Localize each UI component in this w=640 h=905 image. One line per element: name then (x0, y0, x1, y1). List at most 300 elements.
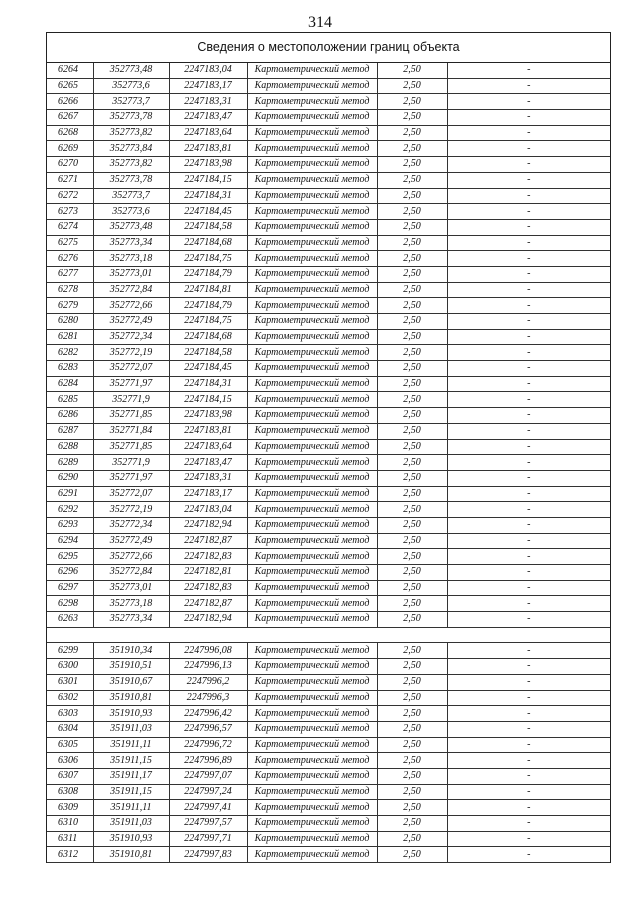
x-coordinate-cell: 352772,07 (93, 361, 169, 377)
x-coordinate-cell: 352773,84 (93, 141, 169, 157)
point-number-cell: 6290 (47, 470, 93, 486)
accuracy-cell: 2,50 (377, 690, 447, 706)
accuracy-cell: 2,50 (377, 251, 447, 267)
table-row (47, 78, 610, 94)
x-coordinate-cell: 351910,81 (93, 690, 169, 706)
point-number-cell: 6263 (47, 612, 93, 628)
method-cell: Картометрический метод (247, 659, 377, 675)
point-number-cell: 6279 (47, 298, 93, 314)
point-number-cell: 6286 (47, 408, 93, 424)
accuracy-cell: 2,50 (377, 141, 447, 157)
description-cell: - (447, 392, 610, 408)
point-number-cell: 6296 (47, 565, 93, 581)
y-coordinate-cell: 2247183,17 (169, 486, 247, 502)
x-coordinate-cell: 352771,85 (93, 439, 169, 455)
description-cell: - (447, 282, 610, 298)
accuracy-cell: 2,50 (377, 549, 447, 565)
x-coordinate-cell: 352773,34 (93, 612, 169, 628)
y-coordinate-cell: 2247184,79 (169, 298, 247, 314)
table-row (47, 110, 610, 126)
point-number-cell: 6288 (47, 439, 93, 455)
accuracy-cell: 2,50 (377, 345, 447, 361)
table-row (47, 847, 610, 863)
table-row (47, 408, 610, 424)
description-cell: - (447, 753, 610, 769)
accuracy-cell: 2,50 (377, 298, 447, 314)
method-cell: Картометрический метод (247, 455, 377, 471)
y-coordinate-cell: 2247184,58 (169, 219, 247, 235)
y-coordinate-cell: 2247997,57 (169, 816, 247, 832)
point-number-cell: 6276 (47, 251, 93, 267)
y-coordinate-cell: 2247184,75 (169, 251, 247, 267)
method-cell: Картометрический метод (247, 533, 377, 549)
point-number-cell: 6312 (47, 847, 93, 863)
accuracy-cell: 2,50 (377, 235, 447, 251)
method-cell: Картометрический метод (247, 204, 377, 220)
table-row (47, 565, 610, 581)
y-coordinate-cell: 2247996,08 (169, 643, 247, 659)
point-number-cell: 6264 (47, 63, 93, 78)
accuracy-cell: 2,50 (377, 847, 447, 863)
accuracy-cell: 2,50 (377, 737, 447, 753)
y-coordinate-cell: 2247184,31 (169, 188, 247, 204)
y-coordinate-cell: 2247182,83 (169, 580, 247, 596)
table-row (47, 235, 610, 251)
table-row (47, 423, 610, 439)
table-row (47, 580, 610, 596)
point-number-cell: 6307 (47, 768, 93, 784)
y-coordinate-cell: 2247184,75 (169, 314, 247, 330)
method-cell: Картометрический метод (247, 439, 377, 455)
point-number-cell: 6302 (47, 690, 93, 706)
x-coordinate-cell: 352772,34 (93, 329, 169, 345)
y-coordinate-cell: 2247183,64 (169, 125, 247, 141)
accuracy-cell: 2,50 (377, 110, 447, 126)
table-row (47, 721, 610, 737)
point-number-cell: 6278 (47, 282, 93, 298)
method-cell: Картометрический метод (247, 408, 377, 424)
point-number-cell: 6280 (47, 314, 93, 330)
method-cell: Картометрический метод (247, 94, 377, 110)
y-coordinate-cell: 2247183,47 (169, 455, 247, 471)
accuracy-cell: 2,50 (377, 125, 447, 141)
y-coordinate-cell: 2247997,24 (169, 784, 247, 800)
table-row (47, 706, 610, 722)
method-cell: Картометрический метод (247, 737, 377, 753)
table-row (47, 125, 610, 141)
x-coordinate-cell: 351911,11 (93, 737, 169, 753)
method-cell: Картометрический метод (247, 423, 377, 439)
x-coordinate-cell: 352773,01 (93, 580, 169, 596)
method-cell: Картометрический метод (247, 847, 377, 863)
method-cell: Картометрический метод (247, 643, 377, 659)
x-coordinate-cell: 352772,84 (93, 565, 169, 581)
method-cell: Картометрический метод (247, 329, 377, 345)
point-number-cell: 6274 (47, 219, 93, 235)
accuracy-cell: 2,50 (377, 502, 447, 518)
accuracy-cell: 2,50 (377, 533, 447, 549)
point-number-cell: 6272 (47, 188, 93, 204)
y-coordinate-cell: 2247184,31 (169, 376, 247, 392)
x-coordinate-cell: 351911,03 (93, 721, 169, 737)
method-cell: Картометрический метод (247, 141, 377, 157)
y-coordinate-cell: 2247184,58 (169, 345, 247, 361)
y-coordinate-cell: 2247183,04 (169, 502, 247, 518)
x-coordinate-cell: 351911,15 (93, 753, 169, 769)
point-number-cell: 6295 (47, 549, 93, 565)
method-cell: Картометрический метод (247, 800, 377, 816)
accuracy-cell: 2,50 (377, 408, 447, 424)
point-number-cell: 6299 (47, 643, 93, 659)
description-cell: - (447, 423, 610, 439)
table-row (47, 470, 610, 486)
description-cell: - (447, 188, 610, 204)
y-coordinate-cell: 2247996,72 (169, 737, 247, 753)
x-coordinate-cell: 351910,81 (93, 847, 169, 863)
accuracy-cell: 2,50 (377, 376, 447, 392)
y-coordinate-cell: 2247183,81 (169, 423, 247, 439)
method-cell: Картометрический метод (247, 565, 377, 581)
description-cell: - (447, 439, 610, 455)
method-cell: Картометрический метод (247, 486, 377, 502)
accuracy-cell: 2,50 (377, 721, 447, 737)
y-coordinate-cell: 2247997,71 (169, 831, 247, 847)
method-cell: Картометрический метод (247, 706, 377, 722)
y-coordinate-cell: 2247184,15 (169, 392, 247, 408)
accuracy-cell: 2,50 (377, 643, 447, 659)
description-cell: - (447, 612, 610, 628)
accuracy-cell: 2,50 (377, 63, 447, 78)
y-coordinate-cell: 2247997,07 (169, 768, 247, 784)
accuracy-cell: 2,50 (377, 831, 447, 847)
table-row (47, 517, 610, 533)
x-coordinate-cell: 352772,84 (93, 282, 169, 298)
description-cell: - (447, 486, 610, 502)
x-coordinate-cell: 352773,82 (93, 125, 169, 141)
point-number-cell: 6285 (47, 392, 93, 408)
description-cell: - (447, 470, 610, 486)
accuracy-cell: 2,50 (377, 596, 447, 612)
method-cell: Картометрический метод (247, 392, 377, 408)
method-cell: Картометрический метод (247, 219, 377, 235)
x-coordinate-cell: 351911,03 (93, 816, 169, 832)
description-cell: - (447, 502, 610, 518)
table-row (47, 612, 610, 628)
table-row (47, 816, 610, 832)
y-coordinate-cell: 2247183,31 (169, 94, 247, 110)
description-cell: - (447, 219, 610, 235)
y-coordinate-cell: 2247996,13 (169, 659, 247, 675)
description-cell: - (447, 690, 610, 706)
x-coordinate-cell: 352773,6 (93, 204, 169, 220)
method-cell: Картометрический метод (247, 612, 377, 628)
accuracy-cell: 2,50 (377, 157, 447, 173)
description-cell: - (447, 141, 610, 157)
accuracy-cell: 2,50 (377, 784, 447, 800)
point-number-cell: 6273 (47, 204, 93, 220)
point-number-cell: 6301 (47, 674, 93, 690)
description-cell: - (447, 329, 610, 345)
x-coordinate-cell: 352772,66 (93, 549, 169, 565)
y-coordinate-cell: 2247183,64 (169, 439, 247, 455)
method-cell: Картометрический метод (247, 188, 377, 204)
boundary-table-sheet (46, 32, 611, 863)
description-cell: - (447, 737, 610, 753)
accuracy-cell: 2,50 (377, 329, 447, 345)
x-coordinate-cell: 351911,15 (93, 784, 169, 800)
x-coordinate-cell: 351910,93 (93, 831, 169, 847)
y-coordinate-cell: 2247184,45 (169, 361, 247, 377)
x-coordinate-cell: 352772,07 (93, 486, 169, 502)
description-cell: - (447, 580, 610, 596)
table-row (47, 753, 610, 769)
accuracy-cell: 2,50 (377, 361, 447, 377)
x-coordinate-cell: 352772,34 (93, 517, 169, 533)
accuracy-cell: 2,50 (377, 486, 447, 502)
method-cell: Картометрический метод (247, 753, 377, 769)
method-cell: Картометрический метод (247, 517, 377, 533)
y-coordinate-cell: 2247182,87 (169, 533, 247, 549)
method-cell: Картометрический метод (247, 721, 377, 737)
method-cell: Картометрический метод (247, 298, 377, 314)
description-cell: - (447, 674, 610, 690)
method-cell: Картометрический метод (247, 282, 377, 298)
accuracy-cell: 2,50 (377, 753, 447, 769)
method-cell: Картометрический метод (247, 125, 377, 141)
y-coordinate-cell: 2247997,83 (169, 847, 247, 863)
point-number-cell: 6268 (47, 125, 93, 141)
method-cell: Картометрический метод (247, 376, 377, 392)
y-coordinate-cell: 2247183,98 (169, 157, 247, 173)
table-row (47, 784, 610, 800)
accuracy-cell: 2,50 (377, 392, 447, 408)
y-coordinate-cell: 2247996,3 (169, 690, 247, 706)
description-cell: - (447, 172, 610, 188)
description-cell: - (447, 706, 610, 722)
description-cell: - (447, 784, 610, 800)
description-cell: - (447, 361, 610, 377)
method-cell: Картометрический метод (247, 78, 377, 94)
page-number: 314 (308, 14, 332, 31)
method-cell: Картометрический метод (247, 784, 377, 800)
y-coordinate-cell: 2247182,87 (169, 596, 247, 612)
table-row (47, 219, 610, 235)
table-row (47, 674, 610, 690)
y-coordinate-cell: 2247183,17 (169, 78, 247, 94)
table-row (47, 204, 610, 220)
table-row (47, 94, 610, 110)
y-coordinate-cell: 2247183,81 (169, 141, 247, 157)
point-number-cell: 6305 (47, 737, 93, 753)
method-cell: Картометрический метод (247, 674, 377, 690)
accuracy-cell: 2,50 (377, 674, 447, 690)
x-coordinate-cell: 352773,48 (93, 219, 169, 235)
point-number-cell: 6292 (47, 502, 93, 518)
accuracy-cell: 2,50 (377, 282, 447, 298)
table-row (47, 800, 610, 816)
point-number-cell: 6284 (47, 376, 93, 392)
description-cell: - (447, 643, 610, 659)
table-row (47, 282, 610, 298)
table-row (47, 659, 610, 675)
table-row (47, 549, 610, 565)
table-row (47, 439, 610, 455)
accuracy-cell: 2,50 (377, 470, 447, 486)
x-coordinate-cell: 352773,6 (93, 78, 169, 94)
x-coordinate-cell: 352771,85 (93, 408, 169, 424)
y-coordinate-cell: 2247182,94 (169, 517, 247, 533)
x-coordinate-cell: 352773,34 (93, 235, 169, 251)
description-cell: - (447, 345, 610, 361)
table-row (47, 737, 610, 753)
description-cell: - (447, 266, 610, 282)
description-cell: - (447, 251, 610, 267)
table-row (47, 345, 610, 361)
method-cell: Картометрический метод (247, 768, 377, 784)
x-coordinate-cell: 352773,18 (93, 596, 169, 612)
description-cell: - (447, 455, 610, 471)
x-coordinate-cell: 351911,17 (93, 768, 169, 784)
x-coordinate-cell: 352772,49 (93, 314, 169, 330)
table-row (47, 157, 610, 173)
description-cell: - (447, 816, 610, 832)
x-coordinate-cell: 351910,51 (93, 659, 169, 675)
description-cell: - (447, 63, 610, 78)
method-cell: Картометрический метод (247, 690, 377, 706)
point-number-cell: 6269 (47, 141, 93, 157)
accuracy-cell: 2,50 (377, 204, 447, 220)
method-cell: Картометрический метод (247, 502, 377, 518)
description-cell: - (447, 800, 610, 816)
table-row (47, 251, 610, 267)
table-row (47, 376, 610, 392)
accuracy-cell: 2,50 (377, 78, 447, 94)
table-row (47, 596, 610, 612)
y-coordinate-cell: 2247996,2 (169, 674, 247, 690)
point-number-cell: 6287 (47, 423, 93, 439)
point-number-cell: 6289 (47, 455, 93, 471)
accuracy-cell: 2,50 (377, 517, 447, 533)
accuracy-cell: 2,50 (377, 455, 447, 471)
method-cell: Картометрический метод (247, 831, 377, 847)
x-coordinate-cell: 352773,7 (93, 188, 169, 204)
method-cell: Картометрический метод (247, 63, 377, 78)
accuracy-cell: 2,50 (377, 800, 447, 816)
point-number-cell: 6306 (47, 753, 93, 769)
x-coordinate-cell: 352771,9 (93, 455, 169, 471)
description-cell: - (447, 408, 610, 424)
table-row (47, 690, 610, 706)
point-number-cell: 6281 (47, 329, 93, 345)
table-title: Сведения о местоположении границ объекта (47, 33, 610, 63)
x-coordinate-cell: 352772,66 (93, 298, 169, 314)
point-number-cell: 6271 (47, 172, 93, 188)
description-cell: - (447, 831, 610, 847)
table-row (47, 768, 610, 784)
x-coordinate-cell: 352772,19 (93, 345, 169, 361)
point-number-cell: 6283 (47, 361, 93, 377)
point-number-cell: 6309 (47, 800, 93, 816)
x-coordinate-cell: 351911,11 (93, 800, 169, 816)
separator-cell (47, 627, 610, 643)
description-cell: - (447, 110, 610, 126)
accuracy-cell: 2,50 (377, 816, 447, 832)
y-coordinate-cell: 2247996,89 (169, 753, 247, 769)
x-coordinate-cell: 352773,78 (93, 172, 169, 188)
point-number-cell: 6291 (47, 486, 93, 502)
accuracy-cell: 2,50 (377, 565, 447, 581)
y-coordinate-cell: 2247184,68 (169, 235, 247, 251)
method-cell: Картометрический метод (247, 251, 377, 267)
description-cell: - (447, 565, 610, 581)
table-row (47, 533, 610, 549)
point-number-cell: 6304 (47, 721, 93, 737)
accuracy-cell: 2,50 (377, 172, 447, 188)
description-cell: - (447, 533, 610, 549)
y-coordinate-cell: 2247183,47 (169, 110, 247, 126)
description-cell: - (447, 517, 610, 533)
table-row (47, 361, 610, 377)
x-coordinate-cell: 351910,34 (93, 643, 169, 659)
table-row (47, 486, 610, 502)
accuracy-cell: 2,50 (377, 659, 447, 675)
y-coordinate-cell: 2247184,68 (169, 329, 247, 345)
accuracy-cell: 2,50 (377, 219, 447, 235)
table-row (47, 643, 610, 659)
accuracy-cell: 2,50 (377, 314, 447, 330)
table-row (47, 329, 610, 345)
table-row (47, 63, 610, 78)
description-cell: - (447, 596, 610, 612)
x-coordinate-cell: 352772,19 (93, 502, 169, 518)
y-coordinate-cell: 2247184,81 (169, 282, 247, 298)
method-cell: Картометрический метод (247, 345, 377, 361)
accuracy-cell: 2,50 (377, 188, 447, 204)
description-cell: - (447, 549, 610, 565)
accuracy-cell: 2,50 (377, 612, 447, 628)
y-coordinate-cell: 2247182,94 (169, 612, 247, 628)
point-number-cell: 6270 (47, 157, 93, 173)
y-coordinate-cell: 2247996,42 (169, 706, 247, 722)
accuracy-cell: 2,50 (377, 439, 447, 455)
x-coordinate-cell: 352772,49 (93, 533, 169, 549)
description-cell: - (447, 298, 610, 314)
x-coordinate-cell: 352773,18 (93, 251, 169, 267)
point-number-cell: 6275 (47, 235, 93, 251)
table-row (47, 141, 610, 157)
accuracy-cell: 2,50 (377, 580, 447, 596)
y-coordinate-cell: 2247183,31 (169, 470, 247, 486)
table-row (47, 392, 610, 408)
table-row (47, 455, 610, 471)
description-cell: - (447, 78, 610, 94)
x-coordinate-cell: 352773,7 (93, 94, 169, 110)
description-cell: - (447, 721, 610, 737)
method-cell: Картометрический метод (247, 580, 377, 596)
description-cell: - (447, 376, 610, 392)
description-cell: - (447, 125, 610, 141)
description-cell: - (447, 157, 610, 173)
table-row (47, 502, 610, 518)
method-cell: Картометрический метод (247, 596, 377, 612)
description-cell: - (447, 94, 610, 110)
y-coordinate-cell: 2247183,98 (169, 408, 247, 424)
accuracy-cell: 2,50 (377, 266, 447, 282)
accuracy-cell: 2,50 (377, 706, 447, 722)
table-row (47, 314, 610, 330)
point-number-cell: 6266 (47, 94, 93, 110)
point-number-cell: 6293 (47, 517, 93, 533)
